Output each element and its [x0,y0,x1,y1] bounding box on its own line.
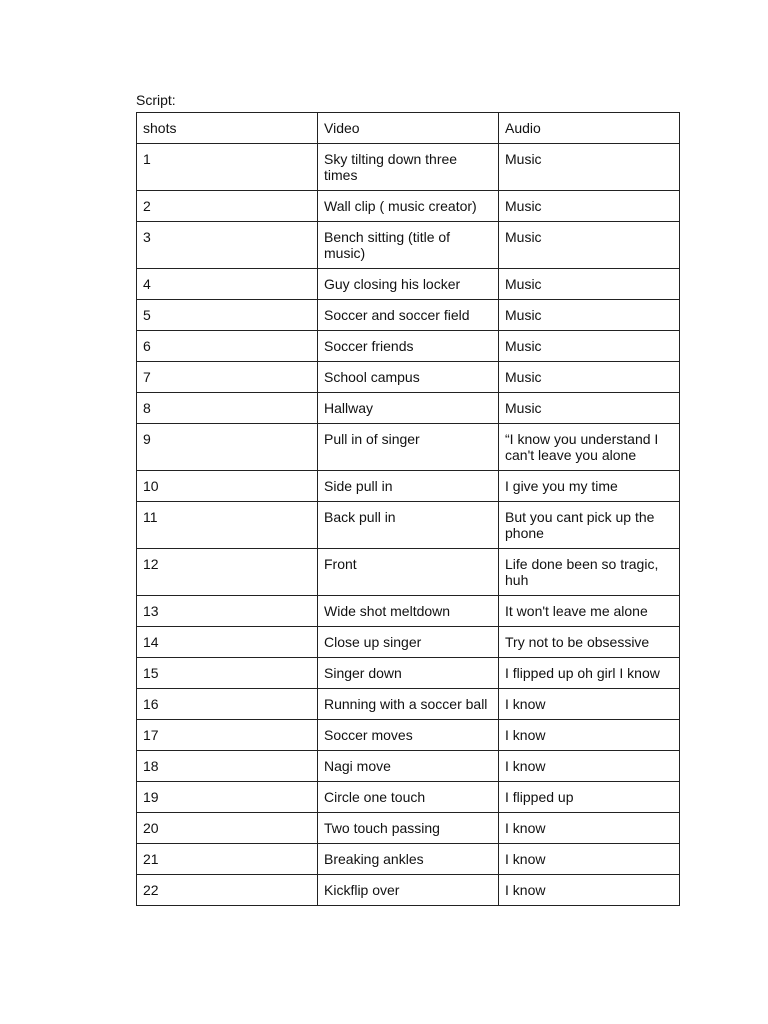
shot-number-cell: 10 [137,471,318,502]
shot-number-cell: 13 [137,596,318,627]
video-cell: School campus [318,362,499,393]
table-row [137,471,680,502]
table-row [137,813,680,844]
script-table [136,112,680,906]
video-cell: Guy closing his locker [318,269,499,300]
audio-cell: Music [499,144,680,191]
shot-number-cell: 15 [137,658,318,689]
document-title: Script: [136,92,176,108]
table-row [137,549,680,596]
shot-number-cell: 16 [137,689,318,720]
video-cell: Wall clip ( music creator) [318,191,499,222]
video-cell: Soccer and soccer field [318,300,499,331]
shot-number-cell: 21 [137,844,318,875]
shot-number-cell: 17 [137,720,318,751]
audio-cell: But you cant pick up the phone [499,502,680,549]
shot-number-cell: 19 [137,782,318,813]
audio-cell: I know [499,689,680,720]
audio-cell: Music [499,393,680,424]
video-cell: Side pull in [318,471,499,502]
video-cell: Back pull in [318,502,499,549]
table-row [137,844,680,875]
audio-cell: Music [499,300,680,331]
audio-cell: It won't leave me alone [499,596,680,627]
shot-number-cell: 8 [137,393,318,424]
table-row [137,627,680,658]
table-header-row [137,113,680,144]
header-cell-video: Video [318,113,499,144]
shot-number-cell: 18 [137,751,318,782]
video-cell: Soccer friends [318,331,499,362]
shot-number-cell: 4 [137,269,318,300]
audio-cell: I know [499,844,680,875]
table-row [137,300,680,331]
table-row [137,393,680,424]
video-cell: Kickflip over [318,875,499,906]
audio-cell: I give you my time [499,471,680,502]
table-row [137,331,680,362]
audio-cell: I flipped up oh girl I know [499,658,680,689]
video-cell: Close up singer [318,627,499,658]
audio-cell: Life done been so tragic, huh [499,549,680,596]
table-row [137,191,680,222]
audio-cell: Music [499,331,680,362]
audio-cell: Music [499,222,680,269]
shot-number-cell: 7 [137,362,318,393]
audio-cell: I know [499,813,680,844]
audio-cell: I know [499,751,680,782]
table-row [137,222,680,269]
video-cell: Front [318,549,499,596]
shot-number-cell: 12 [137,549,318,596]
audio-cell: I flipped up [499,782,680,813]
table-row [137,782,680,813]
video-cell: Two touch passing [318,813,499,844]
table-row [137,502,680,549]
table-row [137,424,680,471]
table-row [137,720,680,751]
shot-number-cell: 14 [137,627,318,658]
shot-number-cell: 20 [137,813,318,844]
video-cell: Wide shot meltdown [318,596,499,627]
table-row [137,689,680,720]
shot-number-cell: 3 [137,222,318,269]
video-cell: Soccer moves [318,720,499,751]
shot-number-cell: 6 [137,331,318,362]
video-cell: Singer down [318,658,499,689]
audio-cell: Music [499,269,680,300]
video-cell: Sky tilting down three times [318,144,499,191]
table-row [137,269,680,300]
shot-number-cell: 11 [137,502,318,549]
table-row [137,875,680,906]
header-cell-audio: Audio [499,113,680,144]
audio-cell: I know [499,720,680,751]
table-row [137,362,680,393]
video-cell: Nagi move [318,751,499,782]
audio-cell: “I know you understand I can't leave you alone [499,424,680,471]
header-cell-shots: shots [137,113,318,144]
shot-number-cell: 5 [137,300,318,331]
video-cell: Circle one touch [318,782,499,813]
audio-cell: Music [499,191,680,222]
video-cell: Pull in of singer [318,424,499,471]
video-cell: Running with a soccer ball [318,689,499,720]
shot-number-cell: 9 [137,424,318,471]
video-cell: Breaking ankles [318,844,499,875]
table-row [137,658,680,689]
audio-cell: I know [499,875,680,906]
table-row [137,144,680,191]
table-row [137,751,680,782]
audio-cell: Try not to be obsessive [499,627,680,658]
table-row [137,596,680,627]
audio-cell: Music [499,362,680,393]
shot-number-cell: 1 [137,144,318,191]
script-table-body [137,113,680,906]
video-cell: Bench sitting (title of music) [318,222,499,269]
shot-number-cell: 2 [137,191,318,222]
shot-number-cell: 22 [137,875,318,906]
video-cell: Hallway [318,393,499,424]
